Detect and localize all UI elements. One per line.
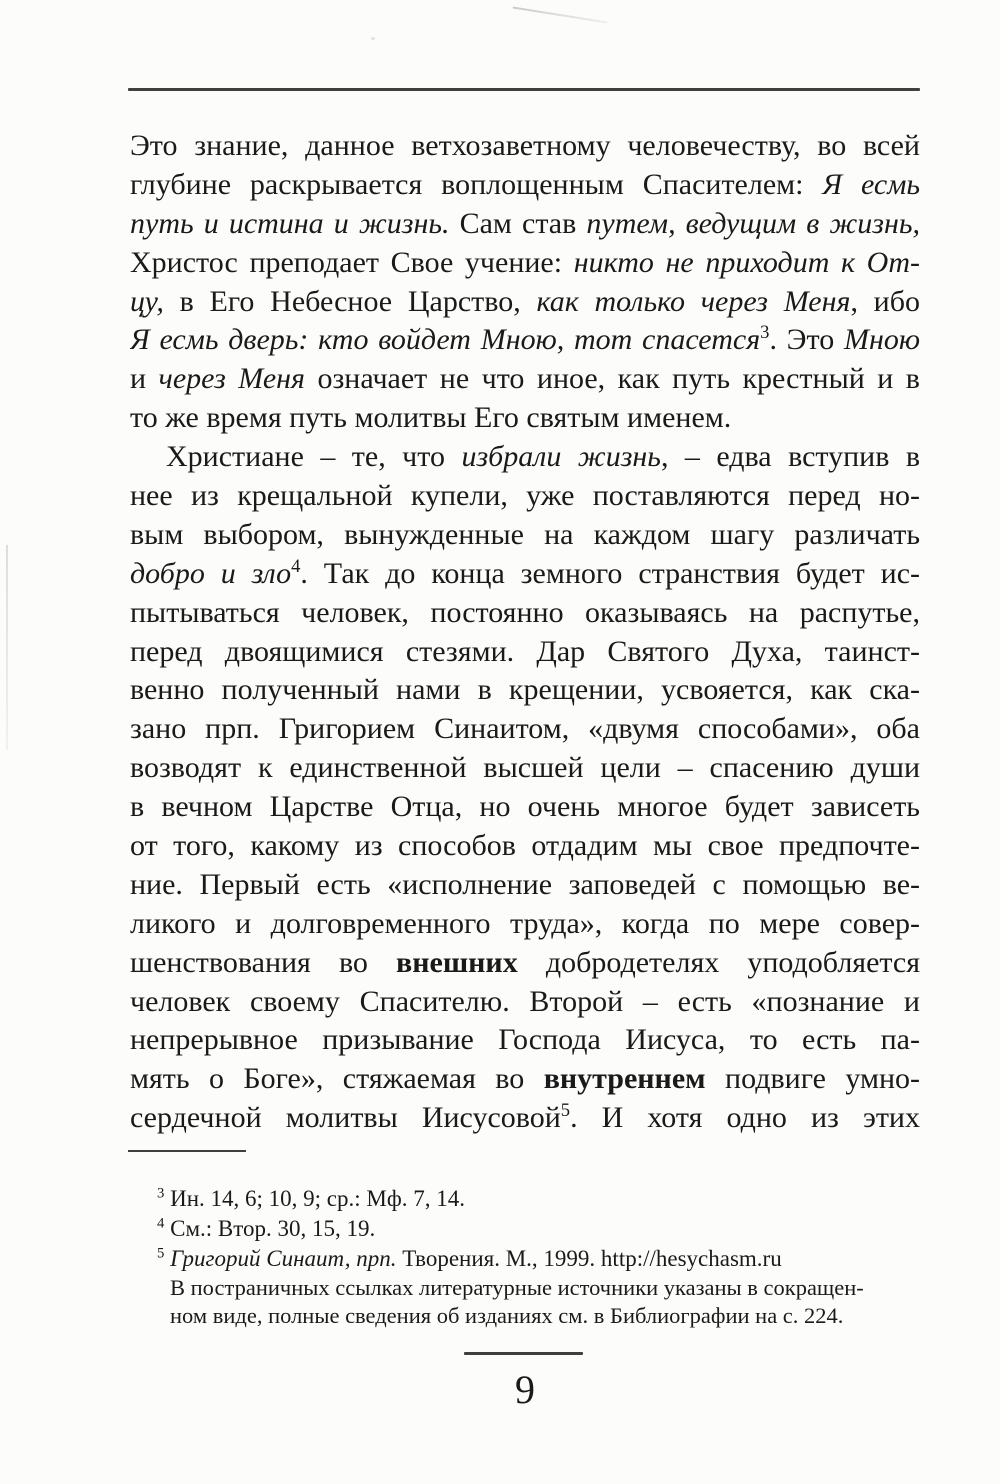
body-line bbox=[130, 321, 920, 360]
text-segment: Ин. 14, 6; 10, 9; ср.: Мф. 7, 14. bbox=[170, 1186, 466, 1211]
text-segment: в Его Небесное Царство, bbox=[163, 284, 537, 318]
text-segment: в вечном Царстве Отца, но очень многое будет зависеть bbox=[130, 790, 920, 824]
text-segment: Я есмь дверь: кто войдет Мною, тот спасется bbox=[130, 323, 761, 357]
body-line bbox=[130, 827, 920, 866]
footnote-ref: 5 bbox=[560, 1100, 571, 1122]
footnote-item bbox=[157, 1244, 923, 1274]
text-segment: подвиге умно- bbox=[705, 1062, 920, 1096]
text-segment: Григорий Синаит, прп. bbox=[170, 1246, 397, 1271]
body-line bbox=[130, 1021, 920, 1060]
text-segment: , – едва вступив в bbox=[660, 440, 920, 474]
text-segment: . Так до конца земного странствия будет ис- bbox=[300, 556, 920, 590]
text-segment: ликого и долговременного труда», когда по мере совер- bbox=[130, 906, 920, 940]
body-line bbox=[130, 166, 920, 205]
body-line bbox=[130, 710, 920, 749]
text-segment: цу, bbox=[130, 284, 164, 318]
text-segment: путь и истина и жизнь. bbox=[130, 206, 450, 240]
footnote-note-line: В постраничных ссылках литературные источники указаны в сокращен- bbox=[170, 1275, 864, 1300]
text-segment: Сам став bbox=[449, 206, 587, 240]
text-segment: через Меня bbox=[158, 362, 305, 396]
text-segment: Это знание, данное ветхозаветному человечеству, во всей bbox=[130, 129, 920, 162]
body-line bbox=[130, 399, 920, 438]
body-line bbox=[130, 983, 920, 1022]
body-line bbox=[130, 127, 920, 166]
body-text bbox=[130, 127, 920, 1138]
body-line bbox=[130, 438, 920, 477]
footnote-ref: 4 bbox=[291, 555, 301, 577]
footnote-separator-rule bbox=[128, 1150, 246, 1152]
text-segment: вым выбором, вынужденные на каждом шагу различать bbox=[130, 517, 920, 551]
text-segment: непрерывное призывание Господа Иисуса, то есть па- bbox=[130, 1023, 920, 1057]
body-line bbox=[130, 905, 920, 944]
body-line bbox=[130, 205, 920, 244]
text-segment: . И хотя одно из этих bbox=[570, 1101, 920, 1135]
footnote-note-line: ном виде, полные сведения об изданиях см. в Библиографии на с. 224. bbox=[170, 1303, 844, 1328]
page-end-rule bbox=[464, 1352, 583, 1355]
body-line bbox=[130, 360, 920, 399]
text-segment: внешних bbox=[396, 945, 518, 979]
text-segment: перед двоящимися стезями. Дар Святого Духа, таинст- bbox=[130, 634, 920, 668]
text-segment: внутреннем bbox=[543, 1062, 706, 1096]
text-segment: возводят к единственной высшей цели – спасению души bbox=[130, 751, 920, 785]
text-segment: Христос преподает Свое учение: bbox=[130, 245, 574, 279]
text-segment: См.: Втор. 30, 15, 19. bbox=[170, 1216, 376, 1241]
text-segment: пытываться человек, постоянно оказываясь на распутье, bbox=[130, 595, 920, 629]
text-segment: шенствования во bbox=[130, 945, 397, 979]
text-segment: Я есмь bbox=[822, 167, 920, 201]
body-line bbox=[130, 477, 920, 516]
page-number: 9 bbox=[515, 1367, 535, 1412]
text-segment: . Это bbox=[769, 323, 844, 357]
body-line bbox=[130, 516, 920, 555]
scan-edge-artifact bbox=[6, 545, 8, 750]
footnote-ref: 3 bbox=[760, 322, 770, 344]
text-segment: добродетелях уподобляется bbox=[517, 945, 920, 979]
footnote-item bbox=[157, 1214, 923, 1244]
footnote-item bbox=[157, 1184, 923, 1214]
text-segment: нее из крещальной купели, уже поставляются перед но- bbox=[130, 479, 920, 513]
body-line bbox=[130, 1060, 920, 1099]
text-segment: глубине раскрывается воплощенным Спасителем: bbox=[130, 167, 823, 201]
footnote-marker: 3 bbox=[157, 1185, 165, 1202]
body-line bbox=[130, 283, 920, 322]
text-segment: Творения. М., 1999. http://hesychasm.ru bbox=[396, 1246, 782, 1271]
text-segment: человек своему Спасителю. Второй – есть «познание и bbox=[130, 984, 920, 1018]
text-segment: зано прп. Григорием Синаитом, «двумя способами», оба bbox=[130, 712, 920, 746]
text-segment: то же время путь молитвы Его святым именем. bbox=[130, 401, 732, 435]
text-segment: и bbox=[130, 362, 159, 396]
body-line bbox=[130, 749, 920, 788]
text-segment: Мною bbox=[843, 323, 920, 357]
text-segment: означает не что иное, как путь крестный и в bbox=[304, 362, 920, 396]
text-segment: сердечной молитвы Иисусовой bbox=[130, 1101, 561, 1135]
body-line bbox=[130, 244, 920, 283]
body-line bbox=[130, 944, 920, 983]
text-segment: как только через Меня bbox=[536, 284, 851, 318]
text-segment: мять о Боге», стяжаемая во bbox=[130, 1062, 544, 1096]
header-rule bbox=[128, 88, 920, 91]
body-line bbox=[130, 671, 920, 710]
text-segment: путем, ведущим в жизнь, bbox=[586, 206, 920, 240]
text-segment: от того, какому из способов отдадим мы свое предпочте- bbox=[130, 829, 920, 863]
body-line bbox=[130, 866, 920, 905]
text-segment: ние. Первый есть «исполнение заповедей с помощью ве- bbox=[130, 867, 920, 901]
footnote-marker: 4 bbox=[157, 1215, 165, 1232]
body-line bbox=[130, 555, 920, 594]
footnote-marker: 5 bbox=[157, 1245, 165, 1262]
body-line bbox=[130, 633, 920, 672]
body-line bbox=[130, 1099, 920, 1138]
body-line bbox=[130, 594, 920, 633]
text-segment: , ибо bbox=[850, 284, 920, 318]
text-segment: Христиане – те, что bbox=[166, 440, 462, 474]
body-line bbox=[130, 788, 920, 827]
text-segment: избрали жизнь bbox=[461, 440, 661, 474]
text-segment: никто не приходит к От- bbox=[573, 245, 920, 279]
scan-scratch-artifact bbox=[512, 7, 607, 24]
footnote-list bbox=[157, 1184, 923, 1330]
scan-speck-artifact bbox=[371, 37, 375, 40]
text-segment: добро и зло bbox=[130, 556, 292, 590]
text-segment: венно полученный нами в крещении, усвояется, как ска- bbox=[130, 673, 920, 707]
